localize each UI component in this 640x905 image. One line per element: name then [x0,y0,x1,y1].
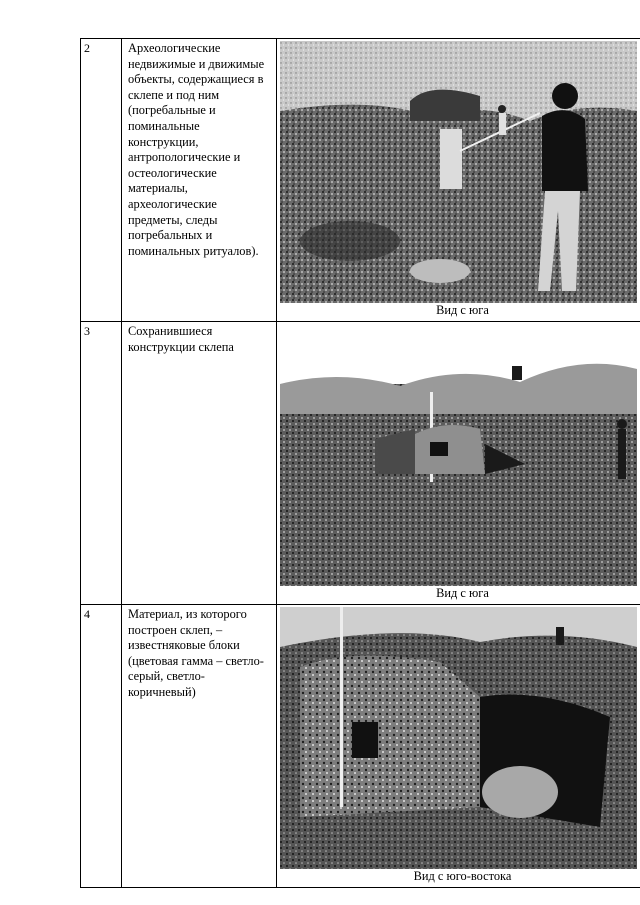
photo-cell [277,322,640,605]
photo-caption: Вид с юга [436,586,489,600]
table-row [81,39,640,322]
survey-table [80,38,640,888]
row-number: 4 [81,605,122,888]
site-photo-south-people [280,41,637,303]
row-description: Сохранившиеся конструкции склепа [122,322,277,605]
photo-caption: Вид с юго-востока [413,869,512,883]
site-photo-south-crypt [280,324,637,586]
site-photo-southeast-crypt [280,607,637,869]
photo-cell [277,605,640,888]
document-page [80,38,625,888]
photo-caption: Вид с юга [436,303,489,317]
row-description: Материал, из которого построен склеп, – известняковые блоки (цветовая гамма – светло-серый, светло-коричневый) [122,605,277,888]
table-row [81,605,640,888]
row-description: Археологические недвижимые и движимые объекты, содержащиеся в склепе и под ним (погребальные и поминальные конструкции, антропологические и остеологические материалы, археологические предметы, следы погребальных и поминальных ритуалов). [122,39,277,322]
row-number: 3 [81,322,122,605]
photo-cell [277,39,640,322]
table-row [81,322,640,605]
row-number: 2 [81,39,122,322]
